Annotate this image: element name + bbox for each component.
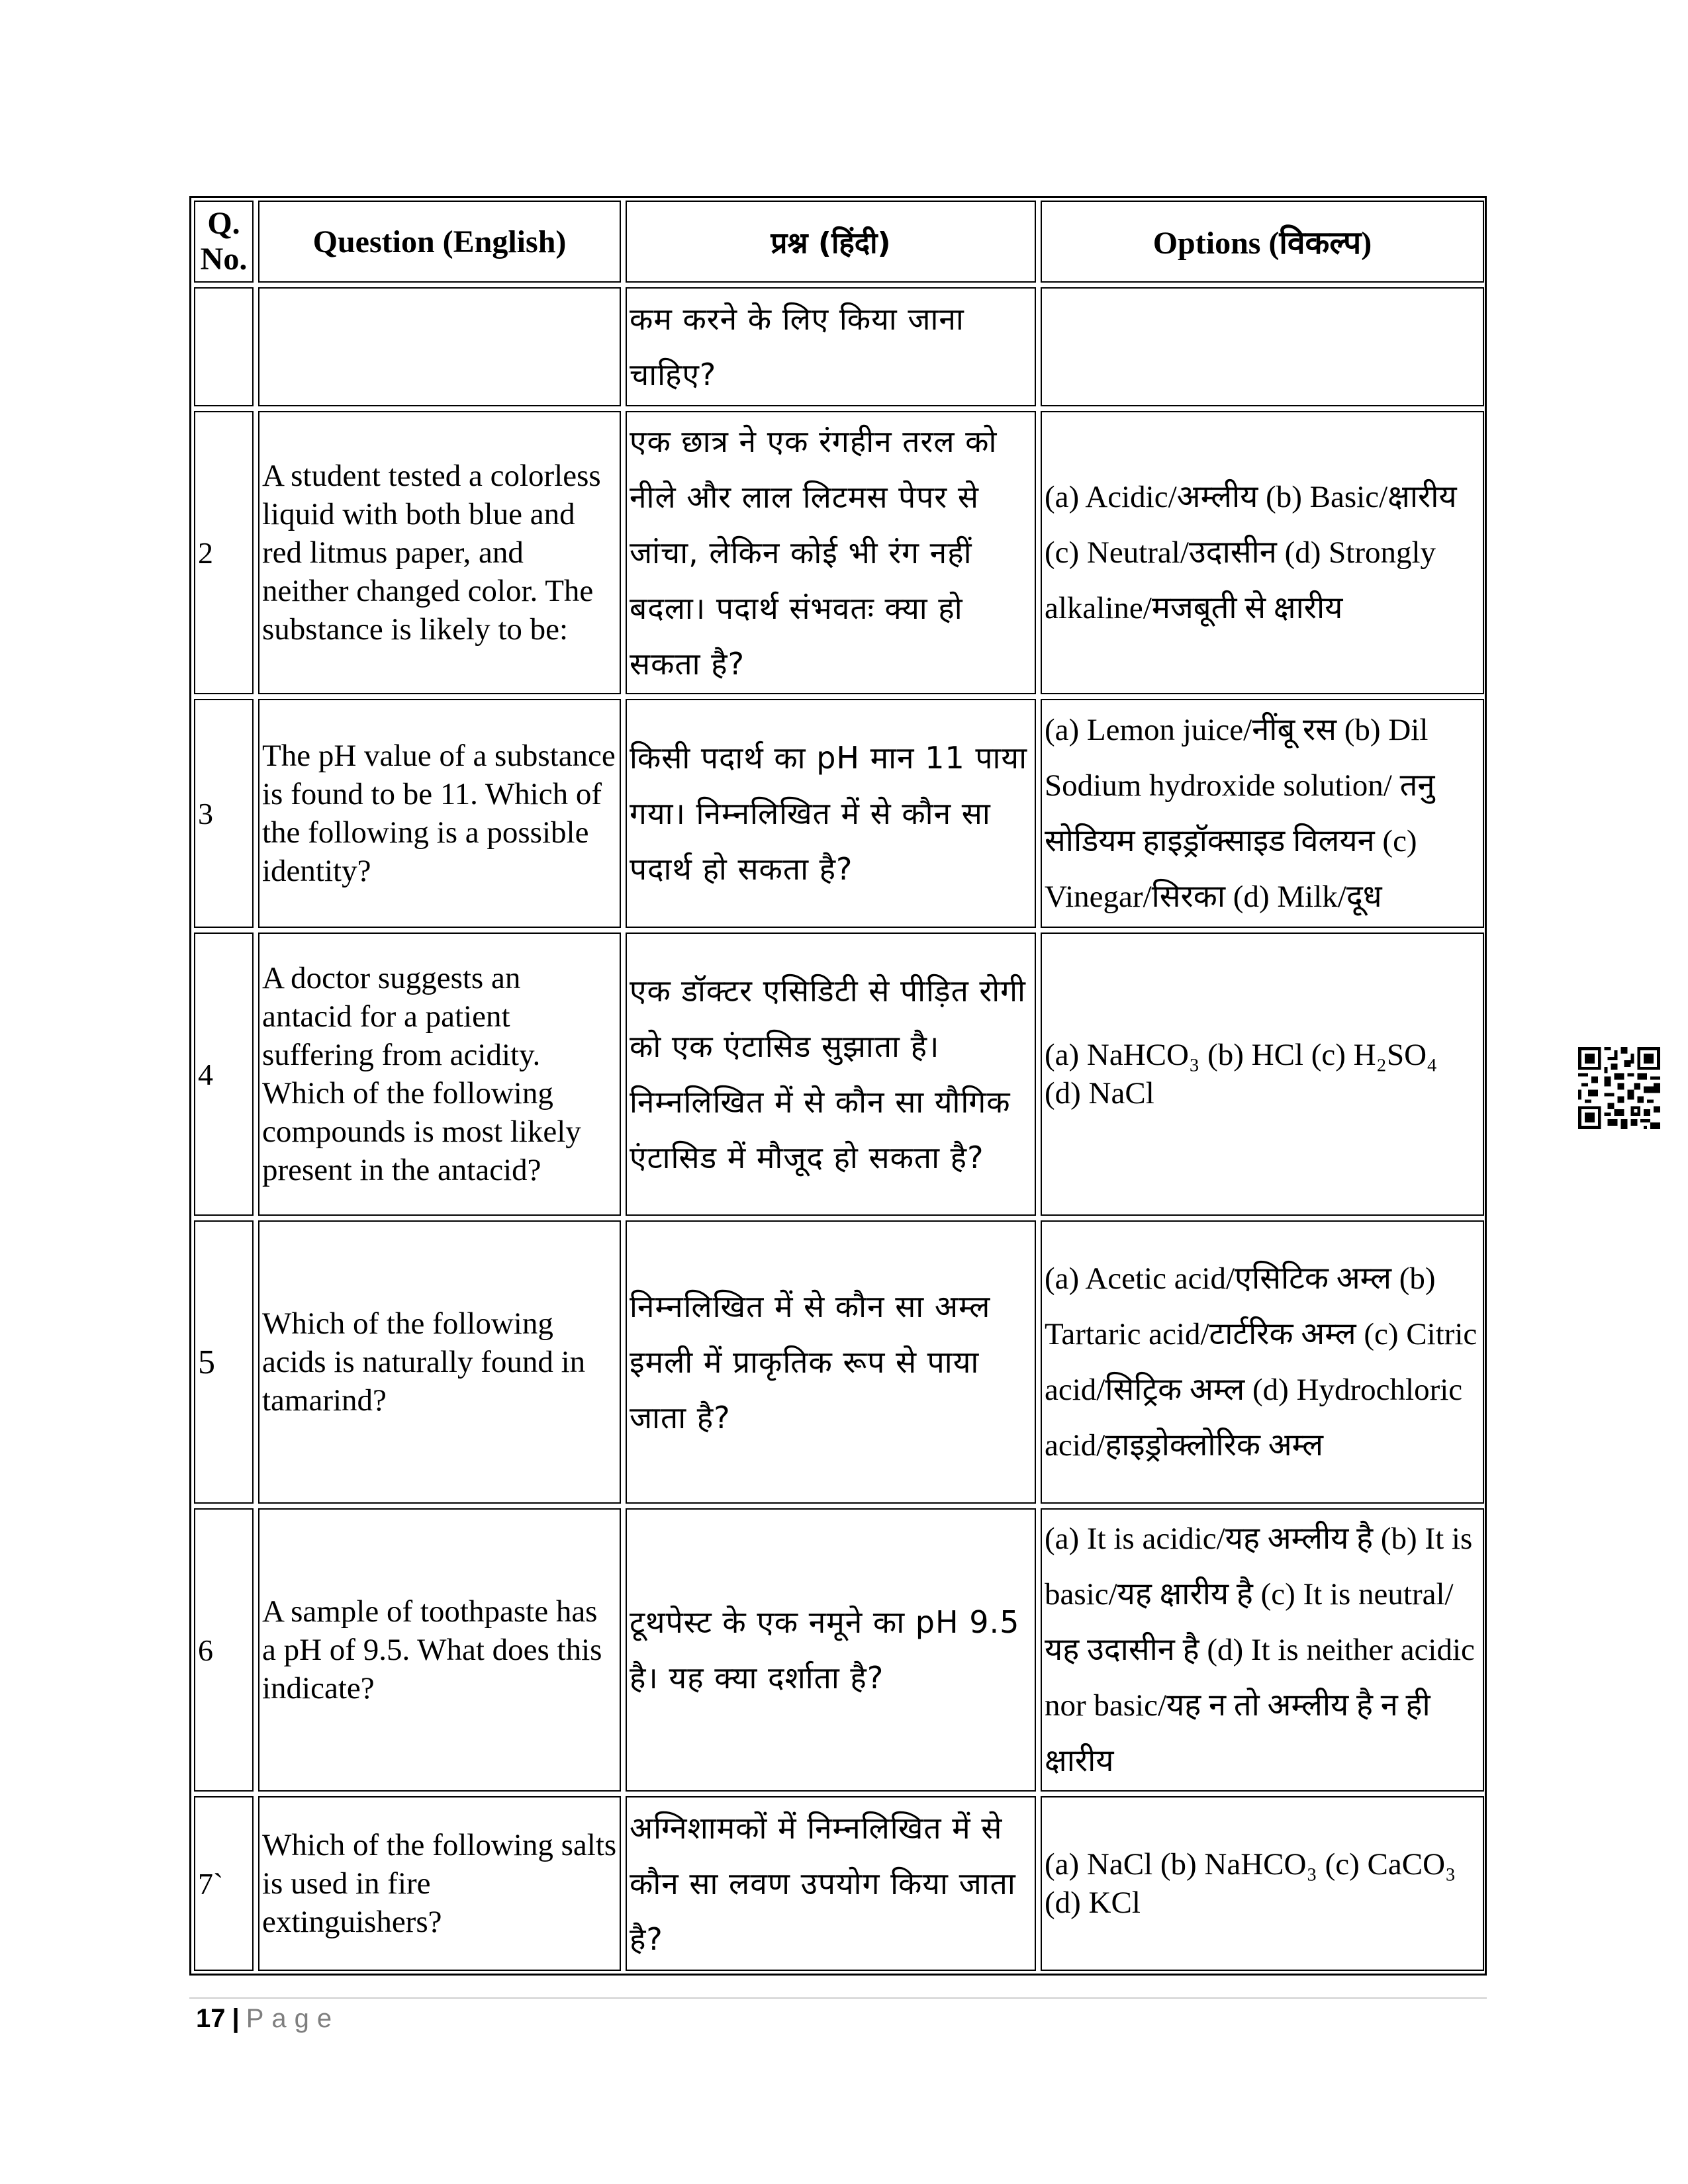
- qno-cell: 5: [194, 1220, 254, 1504]
- header-qno: Q. No.: [194, 201, 254, 283]
- options-cell: [1041, 287, 1484, 406]
- options-cell: (a) Acetic acid/एसिटिक अम्ल (b) Tartaric acid/टार्टरिक अम्ल (c) Citric acid/सिट्रिक अम्ल (d) Hydrochloric acid/हाइड्रोक्लोरिक अम्ल: [1041, 1220, 1484, 1504]
- question-hindi: टूथपेस्ट के एक नमूने का pH 9.5 है। यह क्या दर्शाता है?: [626, 1508, 1036, 1792]
- question-hindi: किसी पदार्थ का pH मान 11 पाया गया। निम्नलिखित में से कौन सा पदार्थ हो सकता है?: [626, 699, 1036, 928]
- header-row: [194, 201, 1484, 283]
- page-separator: |: [232, 2004, 240, 2033]
- question-english: Which of the following acids is naturally found in tamarind?: [258, 1220, 621, 1504]
- qno-cell: 4: [194, 933, 254, 1216]
- qno-cell: 2: [194, 411, 254, 694]
- page-word: Page: [246, 2004, 340, 2033]
- question-hindi: कम करने के लिए किया जाना चाहिए?: [626, 287, 1036, 406]
- table-row: [194, 1220, 1484, 1504]
- question-english: The pH value of a substance is found to be 11. Which of the following is a possible identity?: [258, 699, 621, 928]
- page-footer: [196, 2004, 340, 2034]
- question-english: Which of the following salts is used in fire extinguishers?: [258, 1796, 621, 1971]
- question-hindi: एक डॉक्टर एसिडिटी से पीड़ित रोगी को एक एंटासिड सुझाता है। निम्नलिखित में से कौन सा यौगिक एंटासिड में मौजूद हो सकता है?: [626, 933, 1036, 1216]
- question-table: [189, 196, 1489, 1976]
- qno-cell: 3: [194, 699, 254, 928]
- options-cell: (a) NaHCO₃ (b) HCl (c) H₂SO₄ (d) NaCl: [1041, 933, 1484, 1216]
- table-row: [194, 1508, 1484, 1792]
- page-number: 17: [196, 2004, 226, 2033]
- options-cell: (a) It is acidic/यह अम्लीय है (b) It is basic/यह क्षारीय है (c) It is neutral/यह उदासीन है (d) It is neither acidic nor basic/यह न तो अम्लीय है न ही क्षारीय: [1041, 1508, 1484, 1792]
- options-cell: (a) Acidic/अम्लीय (b) Basic/क्षारीय (c) Neutral/उदासीन (d) Strongly alkaline/मजबूती से क्षारीय: [1041, 411, 1484, 694]
- header-hindi: प्रश्न (हिंदी): [626, 201, 1036, 283]
- question-english: A doctor suggests an antacid for a patient suffering from acidity. Which of the following compounds is most likely present in the antacid?: [258, 933, 621, 1216]
- options-cell: (a) NaCl (b) NaHCO₃ (c) CaCO₃ (d) KCl: [1041, 1796, 1484, 1971]
- qr-code-icon: [1578, 1047, 1660, 1129]
- qno-cell: 7`: [194, 1796, 254, 1971]
- question-table-frame: [189, 196, 1487, 1976]
- question-english: A sample of toothpaste has a pH of 9.5. What does this indicate?: [258, 1508, 621, 1792]
- header-english: Question (English): [258, 201, 621, 283]
- table-row: [194, 287, 1484, 406]
- qno-cell: 6: [194, 1508, 254, 1792]
- options-cell: (a) Lemon juice/नींबू रस (b) Dil Sodium hydroxide solution/ तनु सोडियम हाइड्रॉक्साइड विलयन (c) Vinegar/सिरका (d) Milk/दूध: [1041, 699, 1484, 928]
- question-english: [258, 287, 621, 406]
- table-row: [194, 933, 1484, 1216]
- header-options: Options (विकल्प): [1041, 201, 1484, 283]
- table-row: [194, 699, 1484, 928]
- qno-cell: [194, 287, 254, 406]
- question-english: A student tested a colorless liquid with both blue and red litmus paper, and neither changed color. The substance is likely to be:: [258, 411, 621, 694]
- question-hindi: अग्निशामकों में निम्नलिखित में से कौन सा लवण उपयोग किया जाता है?: [626, 1796, 1036, 1971]
- table-row: [194, 1796, 1484, 1971]
- table-row: [194, 411, 1484, 694]
- footer-divider: [189, 1997, 1487, 1999]
- question-hindi: एक छात्र ने एक रंगहीन तरल को नीले और लाल लिटमस पेपर से जांचा, लेकिन कोई भी रंग नहीं बदला। पदार्थ संभवतः क्या हो सकता है?: [626, 411, 1036, 694]
- question-hindi: निम्नलिखित में से कौन सा अम्ल इमली में प्राकृतिक रूप से पाया जाता है?: [626, 1220, 1036, 1504]
